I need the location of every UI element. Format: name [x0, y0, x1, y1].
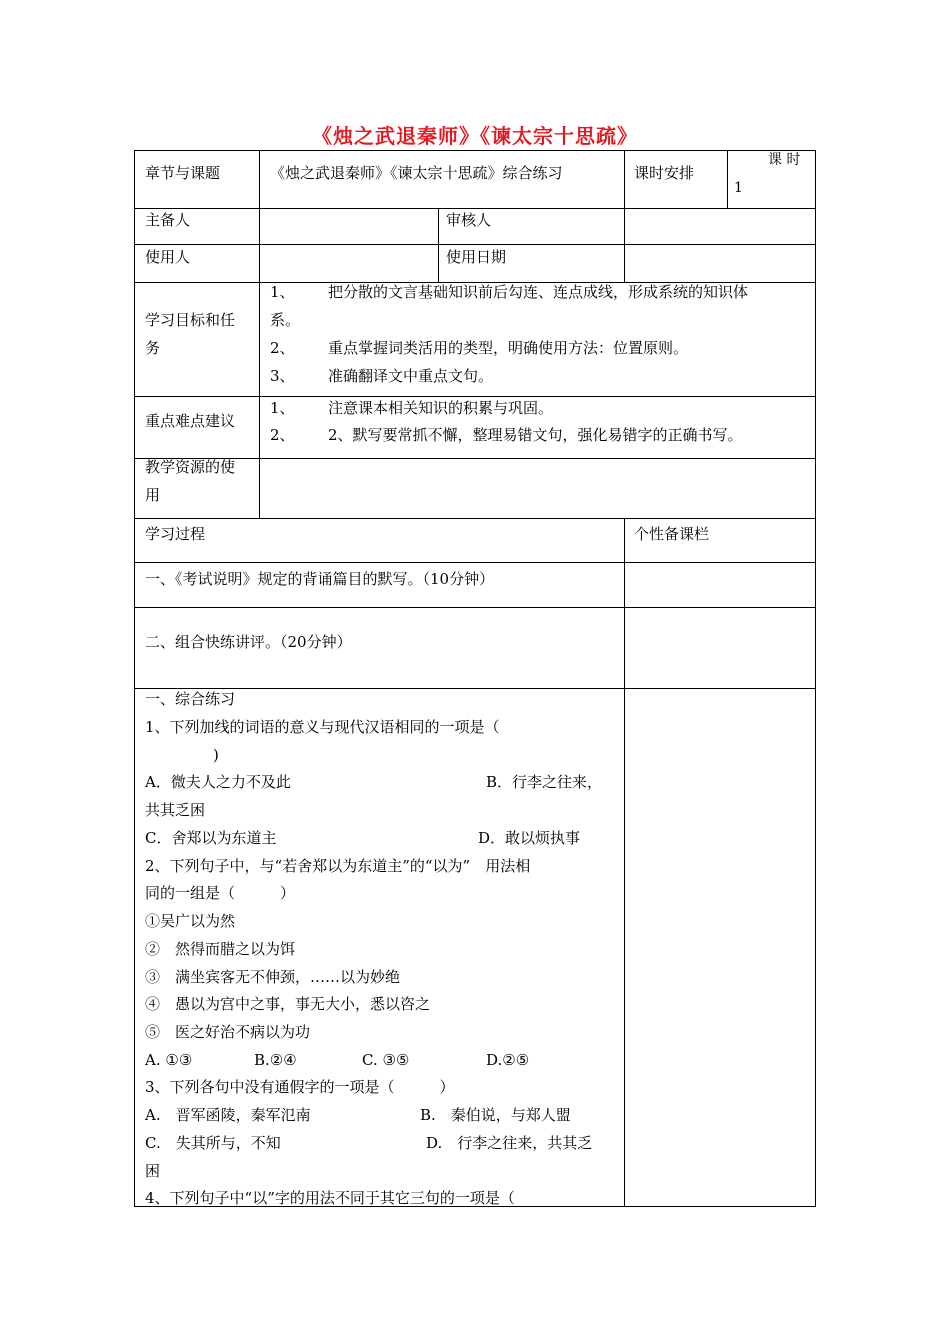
- question-3: 3、下列各句中没有通假字的一项是（ ）: [145, 1078, 455, 1096]
- option-c: C. ③⑤: [362, 1051, 410, 1069]
- option-d: D. 行李之往来，共其乏: [426, 1134, 593, 1152]
- goal-text-cont: 系。: [270, 311, 301, 329]
- goal-number: 2、: [270, 339, 295, 357]
- row-divider: [134, 518, 816, 519]
- document-title: 《烛之武退秦师》《谏太宗十思疏》: [312, 124, 638, 148]
- goal-text: 把分散的文言基础知识前后勾连、连点成线，形成系统的知识体: [328, 283, 749, 301]
- chapter-value: 《烛之武退秦师》《谏太宗十思疏》综合练习: [270, 164, 563, 182]
- row-divider: [134, 688, 816, 689]
- question-4: 4、下列句子中“以”字的用法不同于其它三句的一项是（: [145, 1189, 515, 1207]
- column-divider: [624, 150, 625, 208]
- column-divider: [259, 150, 260, 518]
- column-divider: [727, 150, 728, 208]
- sentence-item: ①吴广以为然: [145, 912, 236, 930]
- option-b: B. 秦伯说，与郑人盟: [420, 1106, 571, 1124]
- process-step-1: 一、《考试说明》规定的背诵篇目的默写。（10分钟）: [145, 570, 495, 588]
- question-2-cont: 同的一组是（ ）: [145, 884, 296, 902]
- goal-text: 重点掌握词类活用的类型，明确使用方法：位置原则。: [328, 339, 689, 357]
- row-divider: [134, 458, 816, 459]
- option-c: C．舍郑以为东道主: [145, 829, 277, 847]
- resources-label: 教学资源的使: [145, 458, 236, 476]
- option-b: B.②④: [254, 1051, 297, 1069]
- row-divider: [134, 562, 816, 563]
- goal-text: 准确翻译文中重点文句。: [328, 367, 494, 385]
- sentence-item: ④ 愚以为宫中之事，事无大小，悉以咨之: [145, 995, 431, 1013]
- user-label: 使用人: [145, 248, 191, 266]
- option-c: C. 失其所与，不知: [145, 1134, 281, 1152]
- key-points-label: 重点难点建议: [145, 412, 236, 430]
- option-d: D．敢以烦执事: [478, 829, 581, 847]
- option-d: D.②⑤: [486, 1051, 530, 1069]
- lesson-plan-table: [134, 150, 816, 1207]
- question-1-close: ): [213, 746, 219, 764]
- exercise-heading: 一、综合练习: [145, 690, 236, 708]
- side-notes-label: 个性备课栏: [634, 525, 710, 543]
- sentence-item: ② 然得而腊之以为饵: [145, 940, 296, 958]
- question-1: 1、下列加线的词语的意义与现代汉语相同的一项是（: [145, 718, 500, 736]
- column-divider: [624, 208, 625, 282]
- option-b: B．行李之往来，: [486, 773, 603, 791]
- goal-number: 1、: [270, 283, 295, 301]
- class-hours-label: 课 时: [768, 152, 801, 168]
- sentence-item: ⑤ 医之好治不病以为功: [145, 1023, 311, 1041]
- option-b-cont: 共其乏困: [145, 801, 206, 819]
- column-divider: [438, 208, 439, 282]
- option-a: A. 晋军函陵，秦军氾南: [145, 1106, 311, 1124]
- chapter-label: 章节与课题: [145, 164, 221, 182]
- option-d-cont: 困: [145, 1162, 161, 1180]
- row-divider: [134, 607, 816, 608]
- key-point-number: 2、: [270, 426, 295, 444]
- date-label: 使用日期: [446, 248, 507, 266]
- question-2: 2、下列句子中，与“若舍郑以为东道主”的“以为” 用法相: [145, 857, 531, 875]
- process-step-2: 二、组合快练讲评。（20分钟）: [145, 633, 352, 651]
- goals-label-cont: 务: [145, 339, 161, 357]
- preparer-label: 主备人: [145, 211, 191, 229]
- key-point-text: 2、默写要常抓不懈，整理易错文句，强化易错字的正确书写。: [328, 426, 743, 444]
- process-label: 学习过程: [145, 525, 206, 543]
- key-point-text: 注意课本相关知识的积累与巩固。: [328, 399, 554, 417]
- option-a: A. ①③: [145, 1051, 193, 1069]
- option-a: A．微夫人之力不及此: [145, 773, 291, 791]
- resources-label-cont: 用: [145, 486, 161, 504]
- reviewer-label: 审核人: [446, 211, 492, 229]
- column-divider: [624, 518, 625, 1207]
- schedule-label: 课时安排: [634, 164, 695, 182]
- sentence-item: ③ 满坐宾客无不伸颈，……以为妙绝: [145, 968, 401, 986]
- goals-label: 学习目标和任: [145, 311, 236, 329]
- class-hours-value: 1: [734, 180, 743, 196]
- key-point-number: 1、: [270, 399, 295, 417]
- goal-number: 3、: [270, 367, 295, 385]
